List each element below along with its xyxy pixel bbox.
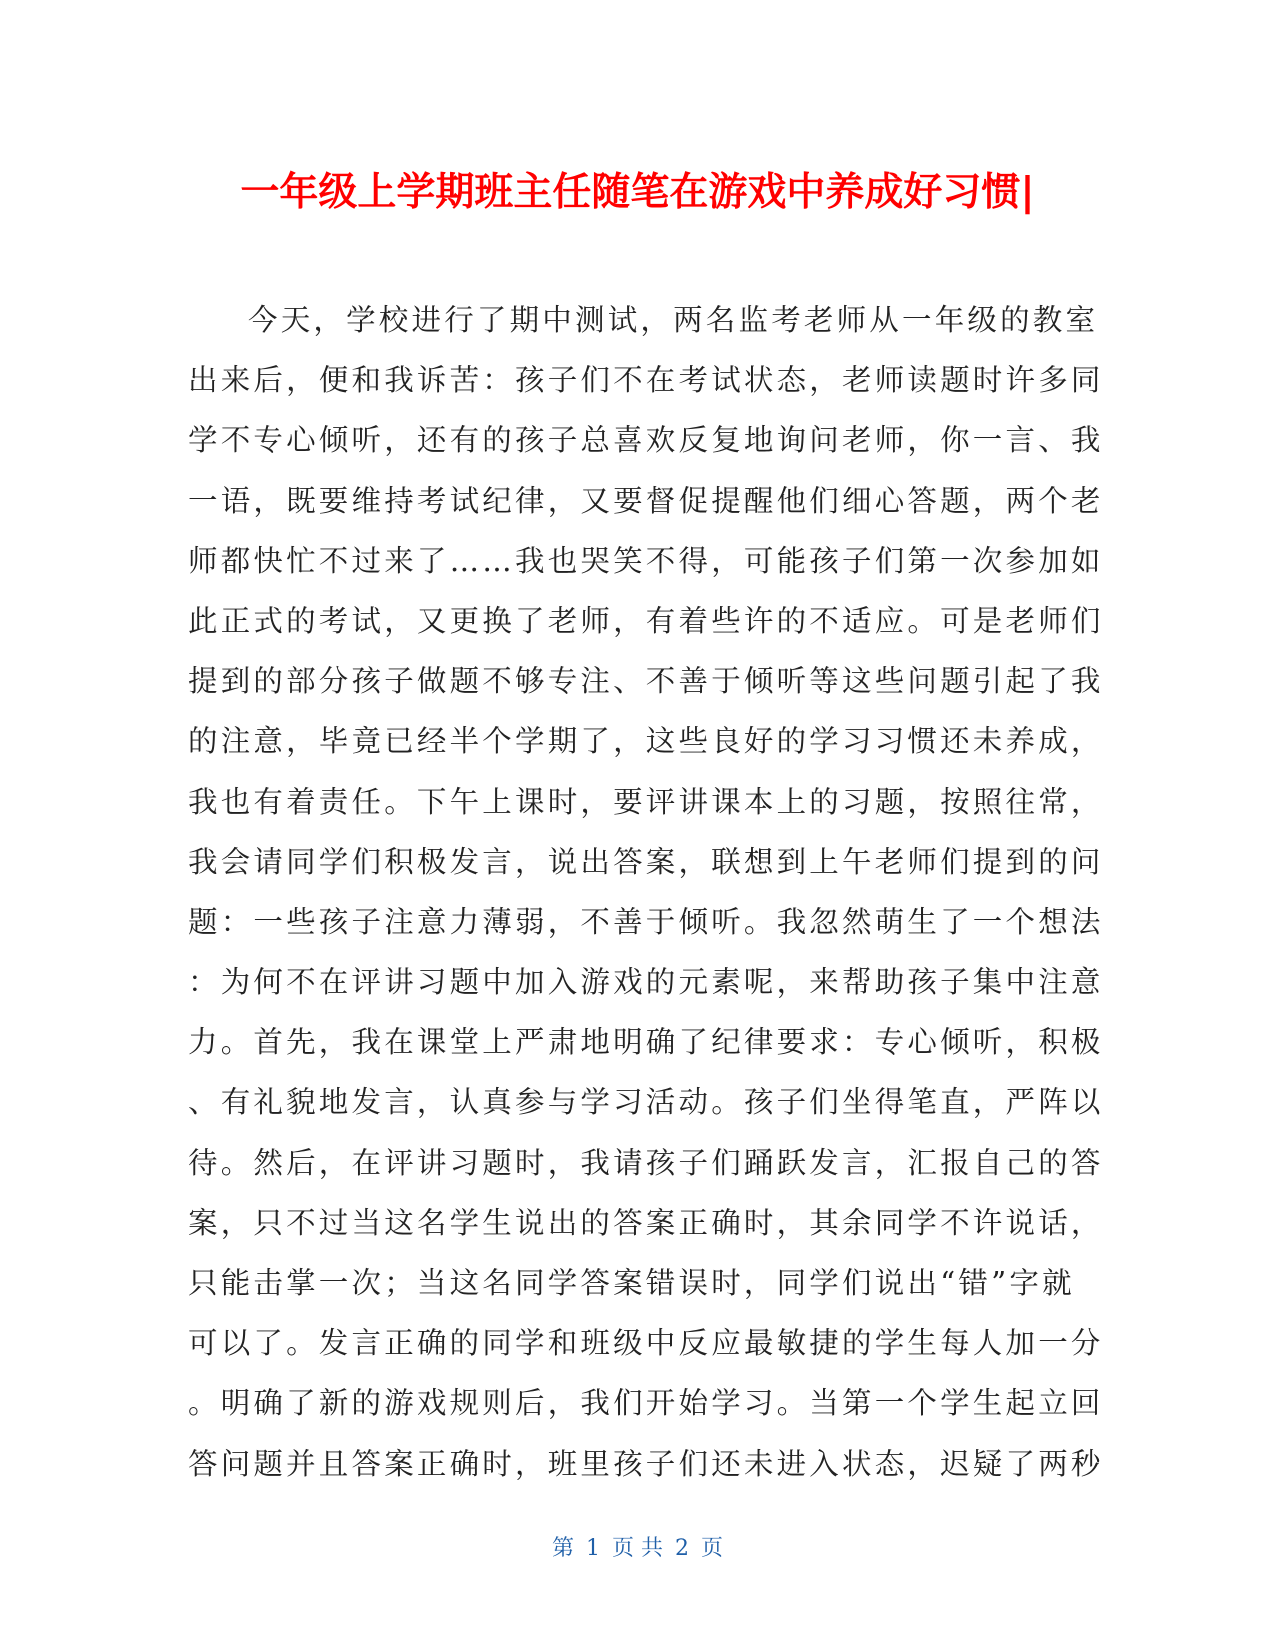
text-line: 出来后，便和我诉苦：孩子们不在考试状态，老师读题时许多同 bbox=[188, 363, 1104, 398]
text-line: 案，只不过当这名学生说出的答案正确时，其余同学不许说话， bbox=[188, 1205, 1104, 1240]
text-line: 题：一些孩子注意力薄弱，不善于倾听。我忽然萌生了一个想法 bbox=[188, 904, 1104, 939]
page-label-middle: 页 共 bbox=[612, 1536, 663, 1561]
text-line: 只能击掌一次；当这名同学答案错误时，同学们说出“错”字就 bbox=[188, 1266, 1075, 1300]
body-paragraph bbox=[188, 290, 1104, 1494]
text-line: 待。然后，在评讲习题时，我请孩子们踊跃发言，汇报自己的答 bbox=[188, 1145, 1104, 1180]
document-title: 一年级上学期班主任随笔在游戏中养成好习惯| bbox=[240, 170, 1035, 215]
text-line: 的注意，毕竟已经半个学期了，这些良好的学习习惯还未养成， bbox=[188, 724, 1104, 759]
text-line: 一语，既要维持考试纪律，又要督促提醒他们细心答题，两个老 bbox=[188, 483, 1104, 518]
text-line: 可以了。发言正确的同学和班级中反应最敏捷的学生每人加一分 bbox=[188, 1326, 1104, 1361]
text-line: 我会请同学们积极发言，说出答案，联想到上午老师们提到的问 bbox=[188, 844, 1104, 879]
text-line: ：为何不在评讲习题中加入游戏的元素呢，来帮助孩子集中注意 bbox=[188, 965, 1104, 1000]
total-page-number: 2 bbox=[675, 1536, 689, 1561]
text-line: 今天，学校进行了期中测试，两名监考老师从一年级的教室 bbox=[248, 303, 1099, 337]
text-line: 师都快忙不过来了……我也哭笑不得，可能孩子们第一次参加如 bbox=[188, 543, 1104, 578]
text-line: 。明确了新的游戏规则后，我们开始学习。当第一个学生起立回 bbox=[188, 1386, 1104, 1421]
text-line: 此正式的考试，又更换了老师，有着些许的不适应。可是老师们 bbox=[188, 603, 1104, 638]
page-footer bbox=[0, 1534, 1275, 1564]
text-line: 学不专心倾听，还有的孩子总喜欢反复地询问老师，你一言、我 bbox=[188, 423, 1104, 458]
page-label-suffix: 页 bbox=[701, 1536, 724, 1561]
text-line: 我也有着责任。下午上课时，要评讲课本上的习题，按照往常， bbox=[188, 784, 1104, 819]
current-page-number: 1 bbox=[586, 1536, 600, 1561]
page-label-prefix: 第 bbox=[551, 1536, 574, 1561]
text-line: 力。首先，我在课堂上严肃地明确了纪律要求：专心倾听，积极 bbox=[188, 1025, 1104, 1060]
text-line: 提到的部分孩子做题不够专注、不善于倾听等这些问题引起了我 bbox=[188, 664, 1104, 699]
text-line: 答问题并且答案正确时，班里孩子们还未进入状态，迟疑了两秒 bbox=[188, 1446, 1104, 1481]
text-line: 、有礼貌地发言，认真参与学习活动。孩子们坐得笔直，严阵以 bbox=[188, 1085, 1104, 1120]
